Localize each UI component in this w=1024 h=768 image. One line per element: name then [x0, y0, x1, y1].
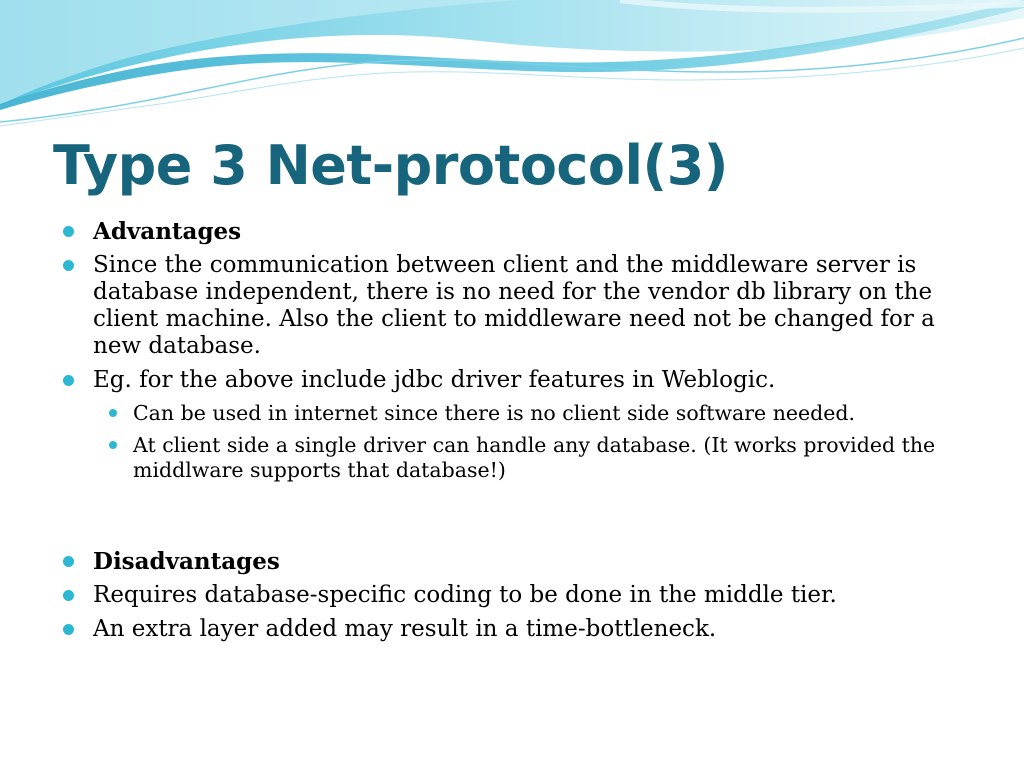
bullet-example-weblogic: [60, 367, 990, 394]
bullet-dot-icon: [63, 590, 74, 601]
slide-title: Type 3 Net-protocol(3): [53, 134, 728, 197]
bullet-text: Eg. for the above include jdbc driver features in Weblogic.: [93, 367, 776, 393]
bullet-dot-icon: [63, 260, 74, 271]
bullet-disadvantage-middle-tier: [60, 582, 990, 609]
bullet-dot-icon: [63, 624, 74, 635]
bullet-disadvantages-heading: [60, 548, 990, 575]
bullet-disadvantage-bottleneck: [60, 616, 990, 643]
bullet-text: At client side a single driver can handle any database. (It works provided the middlware supports that database!): [133, 433, 936, 482]
bullet-text: Requires database-specific coding to be done in the middle tier.: [93, 582, 837, 608]
spacer: [60, 490, 990, 548]
slide-body: [60, 218, 990, 650]
bullet-dot-icon: [63, 556, 74, 567]
bullet-dot-icon: [63, 226, 74, 237]
sub-bullet-dot-icon: [109, 409, 117, 417]
bullet-dot-icon: [63, 375, 74, 386]
sub-bullet-dot-icon: [109, 441, 117, 449]
bullet-text: Advantages: [93, 218, 242, 245]
bullet-text: An extra layer added may result in a time-bottleneck.: [93, 616, 717, 642]
bullet-advantage-db-independent: [60, 252, 990, 360]
bullet-text: Since the communication between client and the middleware server is database independent, there is no need for the vendor db library on the client machine. Also the client to middleware need not be changed for a new database.: [93, 252, 935, 359]
header-wave-decoration: [0, 0, 1024, 130]
bullet-text: Disadvantages: [93, 548, 280, 575]
sub-bullet-internet: [60, 401, 990, 426]
bullet-text: Can be used in internet since there is no client side software needed.: [133, 401, 856, 425]
sub-bullet-single-driver: [60, 433, 990, 483]
bullet-advantages-heading: [60, 218, 990, 245]
